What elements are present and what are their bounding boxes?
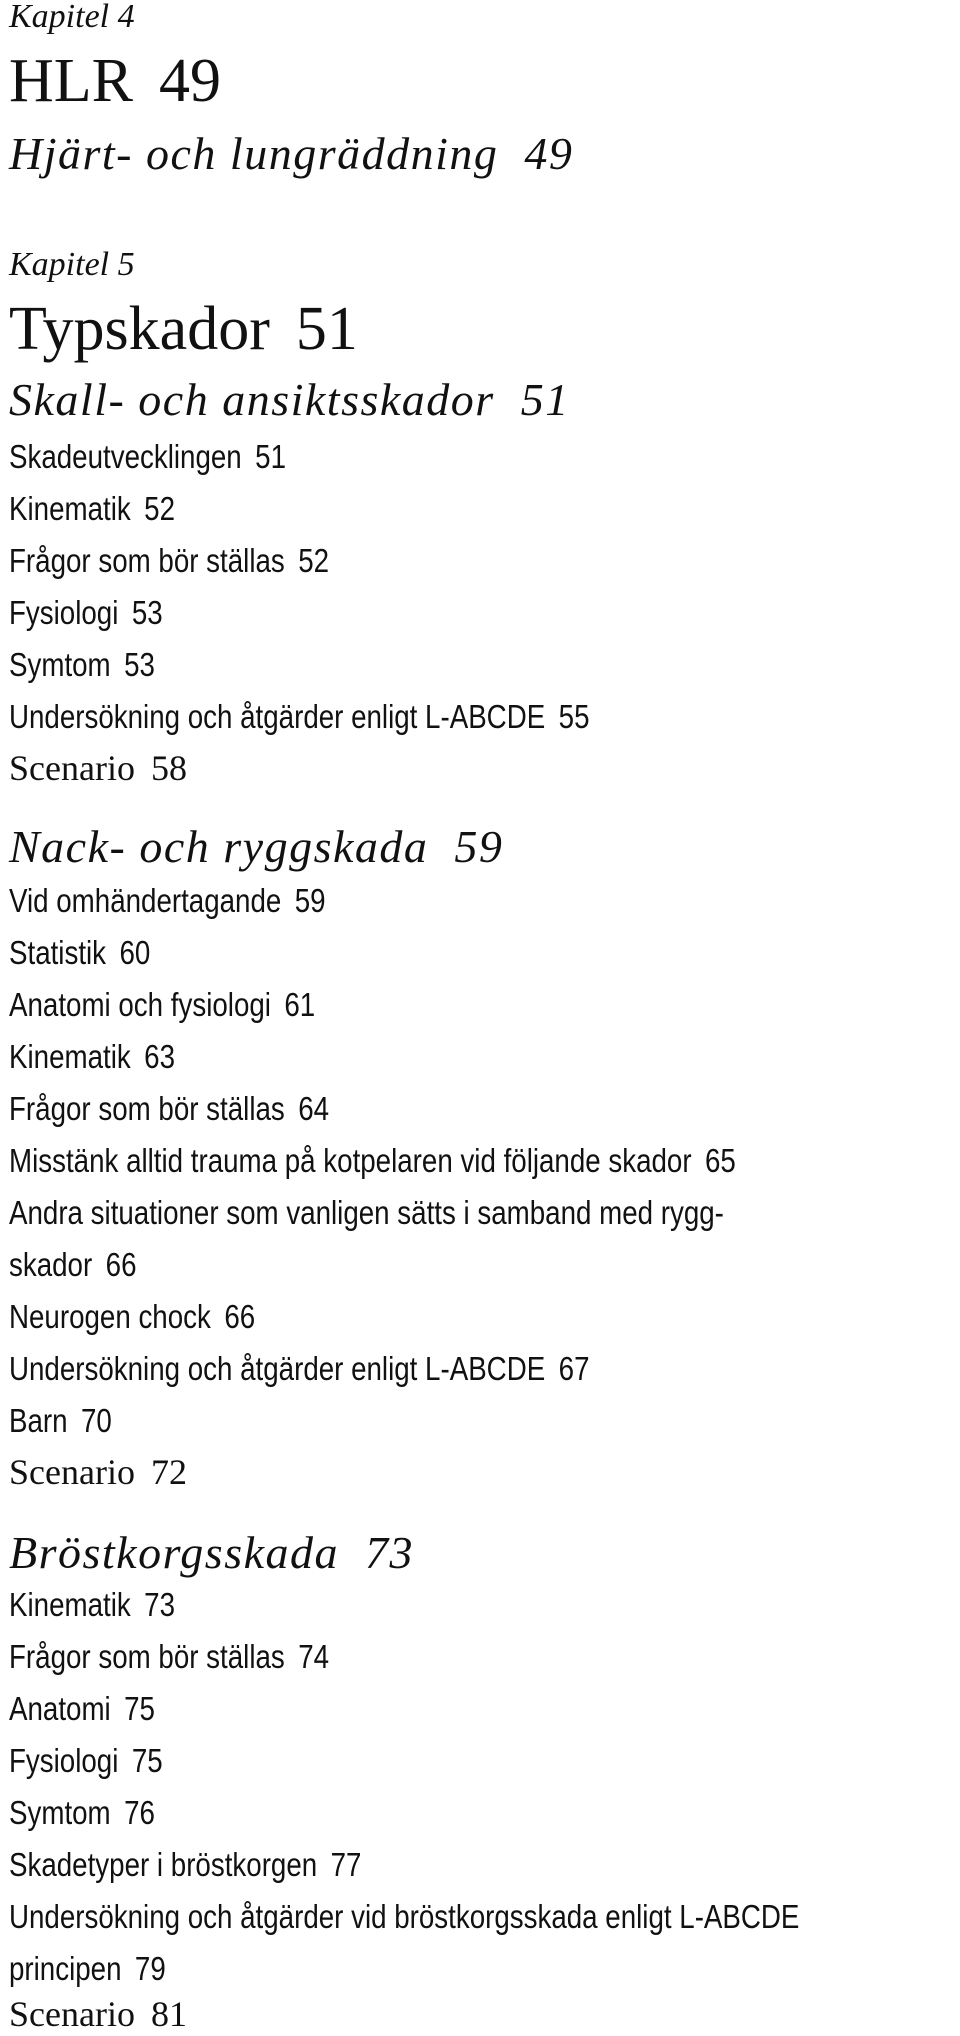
toc-item: Kinematik 52 <box>9 490 175 527</box>
chapter-label: Kapitel 4 <box>9 0 135 35</box>
toc-item: Neurogen chock 66 <box>9 1298 256 1335</box>
page-number: 49 <box>159 47 221 115</box>
toc-item: Frågor som bör ställas 74 <box>9 1638 330 1675</box>
page-number: 59 <box>454 821 504 872</box>
chapter-label: Kapitel 5 <box>9 246 135 283</box>
page-number: 73 <box>365 1527 415 1578</box>
page-number: 51 <box>520 374 570 425</box>
toc-item: Frågor som bör ställas 52 <box>9 542 330 579</box>
section-title: Skall- och ansiktsskador 51 <box>9 374 570 425</box>
toc-item: Anatomi 75 <box>9 1690 155 1727</box>
toc-item: Statistik 60 <box>9 934 151 971</box>
toc-item: Anatomi och fysiologi 61 <box>9 986 316 1023</box>
toc-item: Kinematik 63 <box>9 1038 175 1075</box>
toc-item: Fysiologi 75 <box>9 1742 163 1779</box>
toc-item: Vid omhändertagande 59 <box>9 882 326 919</box>
page-number: 49 <box>524 128 574 179</box>
scenario-item: Scenario 72 <box>9 1452 187 1492</box>
toc-item: Symtom 53 <box>9 646 155 683</box>
chapter-title: Typskador 51 <box>9 295 358 363</box>
chapter-title: HLR 49 <box>9 47 221 115</box>
toc-item: Skadeutvecklingen 51 <box>9 438 286 475</box>
toc-item: Barn 70 <box>9 1402 112 1439</box>
section-title: Nack- och ryggskada 59 <box>9 821 504 872</box>
toc-item: Fysiologi 53 <box>9 594 163 631</box>
toc-item: Undersökning och åtgärder enligt L-ABCDE 67 <box>9 1350 590 1387</box>
toc-item: Symtom 76 <box>9 1794 155 1831</box>
toc-item: Andra situationer som vanligen sätts i samband med rygg- <box>9 1194 724 1231</box>
toc-item: Undersökning och åtgärder enligt L-ABCDE 55 <box>9 698 590 735</box>
page-number: 51 <box>295 295 358 363</box>
scenario-item: Scenario 81 <box>9 1994 187 2034</box>
toc-item: Skadetyper i bröstkorgen 77 <box>9 1846 362 1883</box>
toc-item: principen 79 <box>9 1950 166 1987</box>
toc-item: Kinematik 73 <box>9 1586 175 1623</box>
toc-item: skador 66 <box>9 1246 137 1283</box>
toc-item: Frågor som bör ställas 64 <box>9 1090 330 1127</box>
toc-item: Undersökning och åtgärder vid bröstkorgsskada enligt L-ABCDE <box>9 1898 800 1935</box>
section-title: Hjärt- och lungräddning 49 <box>9 128 574 179</box>
toc-item: Misstänk alltid trauma på kotpelaren vid följande skador 65 <box>9 1142 736 1179</box>
section-title: Bröstkorgsskada 73 <box>9 1527 415 1578</box>
scenario-item: Scenario 58 <box>9 748 187 788</box>
